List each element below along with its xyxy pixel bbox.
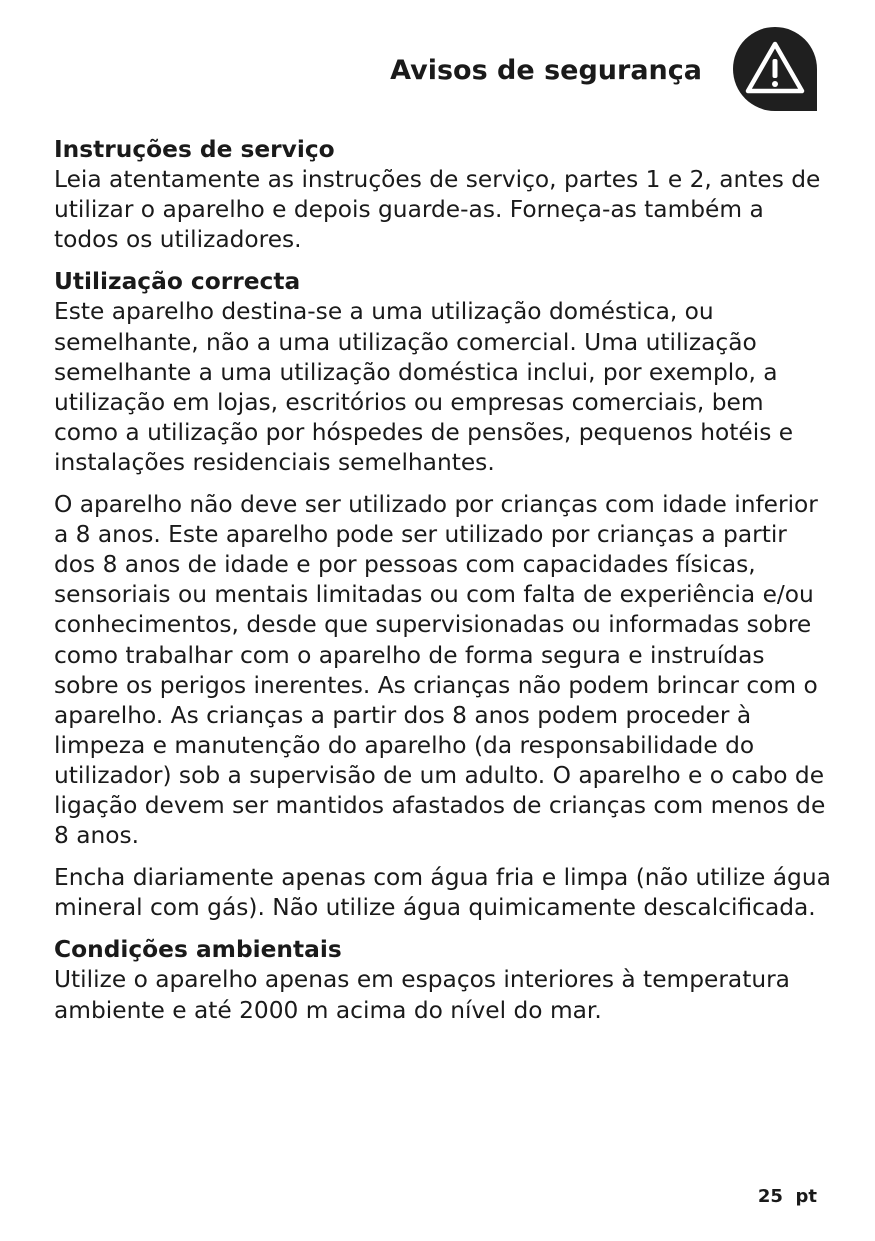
- warning-triangle-icon: [743, 38, 807, 98]
- paragraph: O aparelho não deve ser utilizado por crianças com idade inferior a 8 anos. Este aparelho pode ser utilizado por crianças a partir dos 8 anos de idade e por pessoas com capacidades físicas, sensoriais ou mentais limitadas ou com falta de experiência e/ou conhecimentos, desde que supervisionadas ou informadas sobre como trabalhar com o aparelho de forma segura e instruídas sobre os perigos inerentes. As crianças não podem brincar com o aparelho. As crianças a partir dos 8 anos podem proceder à limpeza e manutenção do aparelho (da responsabilidade do utilizador) sob a supervisão de um adulto. O aparelho e o cabo de ligação devem ser mantidos afastados de crianças com menos de 8 anos.: [54, 491, 826, 850]
- paragraph: Utilize o aparelho apenas em espaços interiores à temperatura ambiente e até 2000 m acima do nível do mar.: [54, 966, 790, 1024]
- section-heading: Instruções de serviço: [54, 136, 335, 163]
- content: [54, 135, 834, 1038]
- section-heading: Utilização correcta: [54, 268, 301, 296]
- paragraph: Encha diariamente apenas com água fria e limpa (não utilize água mineral com gás). Não utilize água quimicamente descalcificada.: [54, 864, 831, 922]
- section-heading: Condições ambientais: [54, 936, 342, 964]
- page-number: [758, 1186, 817, 1207]
- warning-tab: [733, 27, 817, 111]
- page-language: pt: [795, 1186, 817, 1207]
- section-correct-use: [54, 267, 834, 923]
- page-title: Avisos de segurança: [390, 55, 702, 86]
- section-service-instructions: [54, 135, 834, 255]
- section-environmental-conditions: [54, 935, 834, 1025]
- page-number-value: 25: [757, 1186, 783, 1207]
- paragraph: Este aparelho destina-se a uma utilização doméstica, ou semelhante, não a uma utilização comercial. Uma utilização semelhante a uma utilização doméstica inclui, por exemplo, a utilização em lojas, escritórios ou empresas comerciais, bem como a utilização por hóspedes de pensões, pequenos hotéis e instalações residenciais semelhantes.: [54, 298, 794, 476]
- paragraph: Leia atentamente as instruções de serviço, partes 1 e 2, antes de utilizar o aparelho e depois guarde-as. Forneça-as também a todos os utilizadores.: [54, 166, 821, 254]
